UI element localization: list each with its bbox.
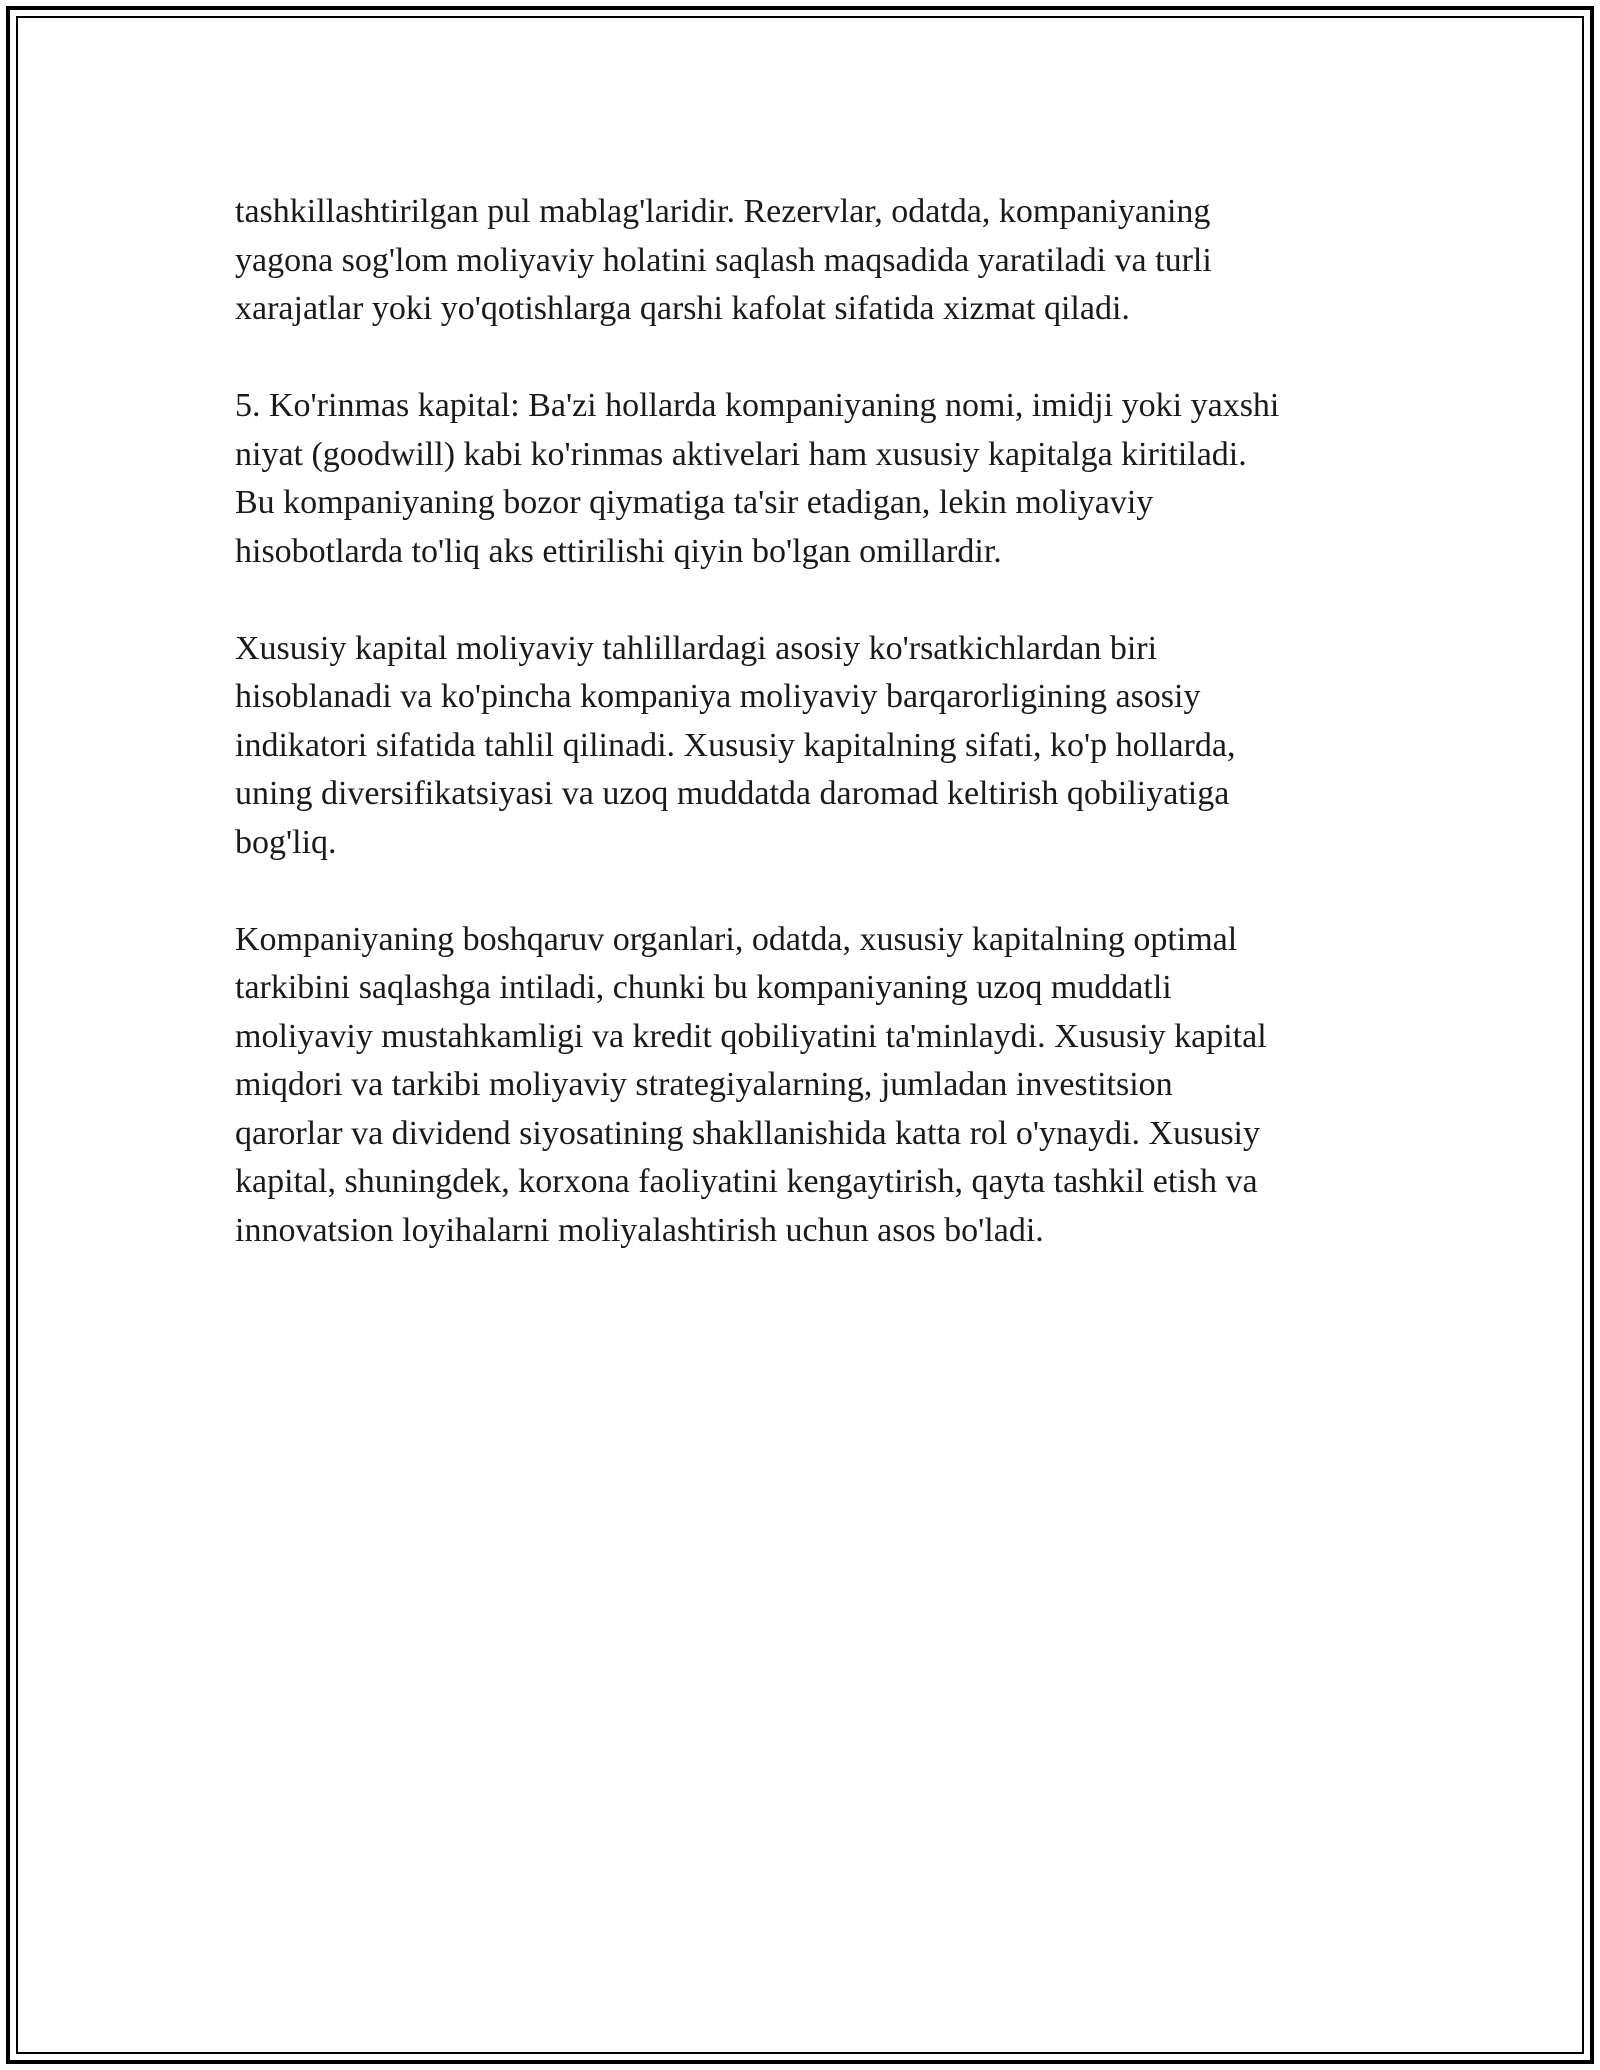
text-line: innovatsion loyihalarni moliyalashtirish uchun asos bo'ladi. — [235, 1211, 1044, 1249]
text-line: yagona sog'lom moliyaviy holatini saqlash maqsadida yaratiladi va turli — [235, 241, 1212, 279]
paragraph-reserves — [235, 188, 1385, 334]
text-line: xarajatlar yoki yo'qotishlarga qarshi kafolat sifatida xizmat qiladi. — [235, 290, 1130, 327]
paragraph-equity-analysis — [235, 625, 1385, 868]
text-line: Bu kompaniyaning bozor qiymatiga ta'sir etadigan, lekin moliyaviy — [235, 484, 1154, 521]
text-line: bog'liq. — [235, 823, 337, 861]
text-line: hisoblanadi va ko'pincha kompaniya moliyaviy barqarorligining asosiy — [235, 678, 1201, 715]
text-line: moliyaviy mustahkamligi va kredit qobiliyatini ta'minlaydi. Xususiy kapital — [235, 1017, 1267, 1055]
text-line: qarorlar va dividend siyosatining shakllanishida katta rol o'ynaydi. Xususiy — [235, 1114, 1260, 1152]
text-line: hisobotlarda to'liq aks ettirilishi qiyin bo'lgan omillardir. — [235, 532, 1002, 570]
text-line: Xususiy kapital moliyaviy tahlillardagi asosiy ko'rsatkichlardan biri — [235, 629, 1158, 667]
text-line: kapital, shuningdek, korxona faoliyatini kengaytirish, qayta tashkil etish va — [235, 1163, 1258, 1200]
text-line: tashkillashtirilgan pul mablag'laridir. Rezervlar, odatda, kompaniyaning — [235, 193, 1211, 230]
document-body — [235, 188, 1385, 1304]
text-line: tarkibini saqlashga intiladi, chunki bu kompaniyaning uzoq muddatli — [235, 969, 1172, 1006]
text-line: miqdori va tarkibi moliyaviy strategiyalarning, jumladan investitsion — [235, 1066, 1173, 1103]
paragraph-intangible-capital — [235, 382, 1385, 576]
text-line: Kompaniyaning boshqaruv organlari, odatda, xususiy kapitalning optimal — [235, 920, 1238, 958]
text-line: niyat (goodwill) kabi ko'rinmas aktivelari ham xususiy kapitalga kiritiladi. — [235, 435, 1247, 473]
text-line: uning diversifikatsiyasi va uzoq muddatda daromad keltirish qobiliyatiga — [235, 775, 1230, 812]
text-line: 5. Ko'rinmas kapital: Ba'zi hollarda kompaniyaning nomi, imidji yoki yaxshi — [235, 387, 1280, 424]
text-line: indikatori sifatida tahlil qilinadi. Xususiy kapitalning sifati, ko'p hollarda, — [235, 726, 1236, 764]
paragraph-management — [235, 916, 1385, 1256]
